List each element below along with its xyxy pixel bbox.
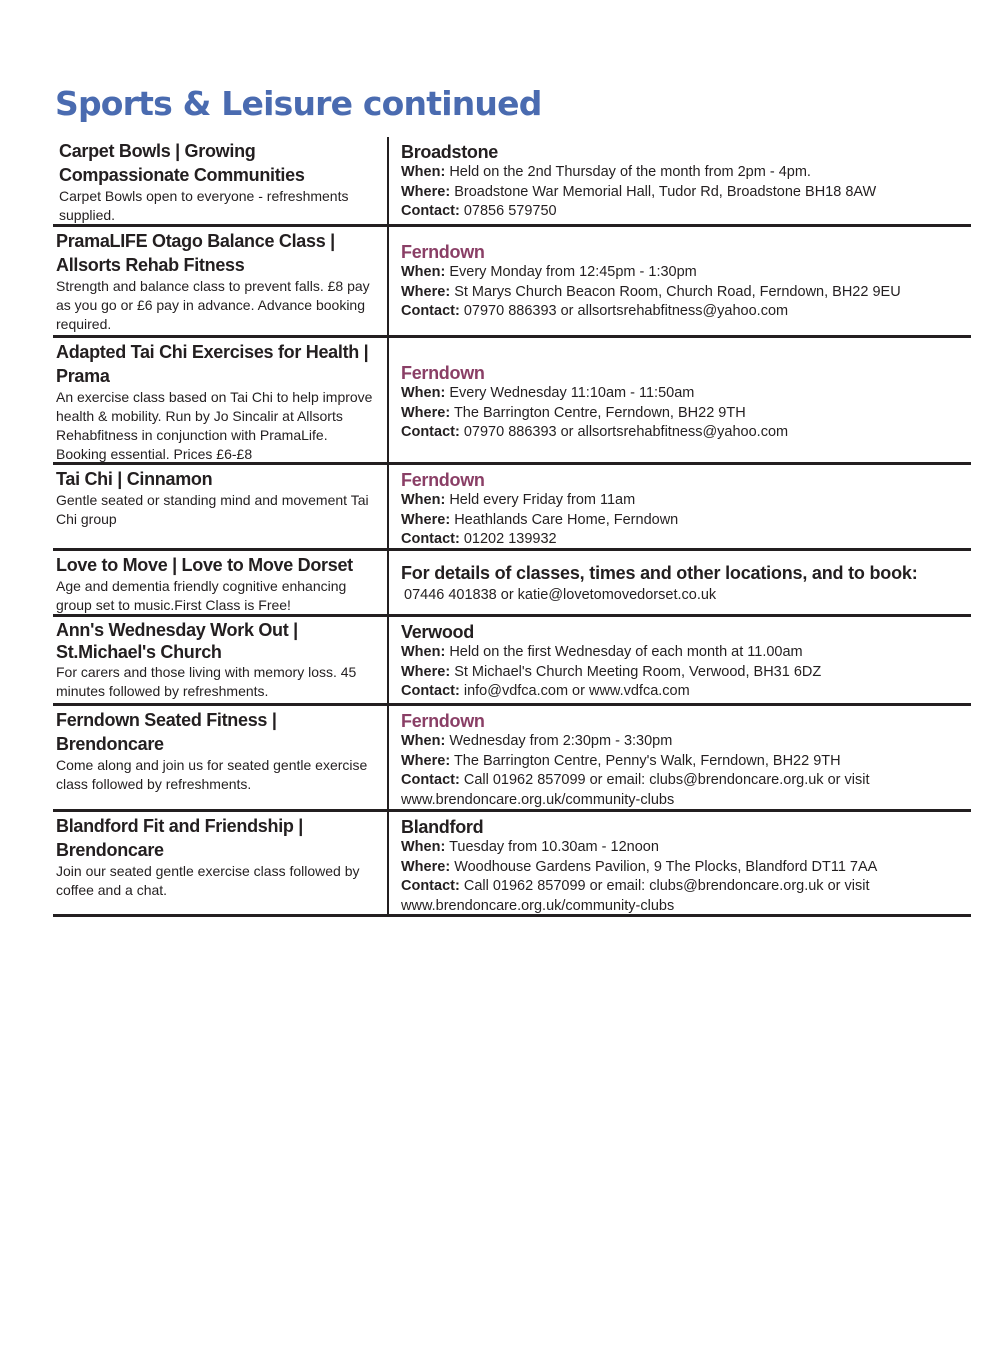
contact-label: Contact: <box>401 303 460 319</box>
activity-title: Blandford Fit and Friendship | Brendoncare <box>56 816 304 860</box>
activity-cell <box>53 227 389 335</box>
details-cell <box>389 551 971 614</box>
details-cell <box>389 617 971 703</box>
location-name: Ferndown <box>401 363 485 383</box>
activity-cell <box>53 465 389 548</box>
activity-description: Gentle seated or standing mind and movement Tai Chi group <box>56 492 369 527</box>
listing-row <box>53 137 971 227</box>
where-line <box>401 663 963 683</box>
when-line <box>401 384 963 404</box>
when-line <box>401 838 963 858</box>
when-label: When: <box>401 164 446 180</box>
contact-label: Contact: <box>401 878 460 894</box>
where-value: Heathlands Care Home, Ferndown <box>454 511 679 528</box>
where-label: Where: <box>401 283 451 300</box>
contact-label: Contact: <box>401 683 460 699</box>
where-line <box>401 511 963 531</box>
page-title: Sports & Leisure continued <box>55 84 542 123</box>
where-label: Where: <box>401 404 451 421</box>
when-line <box>401 163 963 183</box>
activity-description: Join our seated gentle exercise class followed by coffee and a chat. <box>56 863 360 898</box>
where-value: Woodhouse Gardens Pavilion, 9 The Plocks, Blandford DT11 7AA <box>454 858 878 875</box>
activity-cell <box>53 551 389 614</box>
activity-title: Ferndown Seated Fitness | Brendoncare <box>56 710 277 754</box>
when-value: Every Wednesday 11:10am - 11:50am <box>449 385 695 401</box>
details-cell <box>389 465 971 548</box>
listings-table <box>53 137 971 917</box>
contact-label: Contact: <box>401 531 460 547</box>
activity-title: Love to Move | Love to Move Dorset <box>56 555 353 575</box>
contact-value: 01202 139932 <box>463 531 557 547</box>
contact-line <box>401 530 963 550</box>
activity-title: Carpet Bowls | Growing Compassionate Communities <box>59 141 305 185</box>
contact-line <box>401 877 963 916</box>
when-label: When: <box>401 839 446 855</box>
activity-cell <box>53 617 389 703</box>
where-line <box>401 858 963 878</box>
when-value: Held on the 2nd Thursday of the month from 2pm - 4pm. <box>449 164 811 180</box>
contact-label: Contact: <box>401 203 460 219</box>
where-label: Where: <box>401 663 451 680</box>
booking-details-heading: For details of classes, times and other locations, and to book: <box>401 563 918 583</box>
where-label: Where: <box>401 752 451 769</box>
contact-value: info@vdfca.com or www.vdfca.com <box>463 683 690 699</box>
where-value: St Marys Church Beacon Room, Church Road, Ferndown, BH22 9EU <box>454 283 901 300</box>
when-label: When: <box>401 492 446 508</box>
contact-line <box>401 302 963 322</box>
location-name: Ferndown <box>401 242 485 262</box>
when-label: When: <box>401 733 446 749</box>
listing-row <box>53 227 971 338</box>
activity-title: Tai Chi | Cinnamon <box>56 469 213 489</box>
where-label: Where: <box>401 183 451 200</box>
activity-cell <box>53 338 389 462</box>
listing-row <box>53 551 971 617</box>
activity-cell <box>53 812 389 914</box>
contact-value: 07970 886393 or allsortsrehabfitness@yahoo.com <box>463 303 789 319</box>
listing-row <box>53 465 971 551</box>
location-name: Blandford <box>401 817 484 837</box>
activity-description: Come along and join us for seated gentle exercise class followed by refreshments. <box>56 757 368 792</box>
when-line <box>401 732 963 752</box>
activity-cell <box>53 137 389 224</box>
activity-title: Ann's Wednesday Work Out | St.Michael's Church <box>56 620 298 662</box>
when-line <box>401 263 963 283</box>
listing-row <box>53 812 971 917</box>
when-label: When: <box>401 264 446 280</box>
listing-row <box>53 617 971 706</box>
where-line <box>401 404 963 424</box>
details-cell <box>389 137 971 224</box>
contact-value: Call 01962 857099 or email: clubs@brendoncare.org.uk or visit www.brendoncare.org.uk/community-clubs <box>401 772 870 808</box>
when-line <box>401 491 963 511</box>
activity-cell <box>53 706 389 809</box>
details-cell <box>389 227 971 335</box>
when-value: Every Monday from 12:45pm - 1:30pm <box>449 264 697 280</box>
contact-line <box>401 771 963 810</box>
activity-description: Carpet Bowls open to everyone - refreshments supplied. <box>59 188 349 223</box>
where-value: The Barrington Centre, Ferndown, BH22 9TH <box>453 404 746 421</box>
when-line <box>401 643 963 663</box>
when-label: When: <box>401 644 446 660</box>
contact-line <box>401 202 963 222</box>
where-value: Broadstone War Memorial Hall, Tudor Rd, Broadstone BH18 8AW <box>454 183 877 200</box>
activity-description: For carers and those living with memory loss. 45 minutes followed by refreshments. <box>56 664 357 699</box>
activity-description: An exercise class based on Tai Chi to help improve health & mobility. Run by Jo Sincalir at Allsorts Rehabfitness in conjunction with PramaLife. Booking essential. Prices £6-£8 <box>56 389 373 462</box>
where-line <box>401 183 963 203</box>
when-label: When: <box>401 385 446 401</box>
contact-value: 07970 886393 or allsortsrehabfitness@yahoo.com <box>463 424 789 440</box>
when-value: Tuesday from 10.30am - 12noon <box>449 839 659 855</box>
contact-value: 07856 579750 <box>463 203 557 219</box>
booking-contact: 07446 401838 or katie@lovetomovedorset.co.uk <box>404 587 717 603</box>
contact-label: Contact: <box>401 424 460 440</box>
contact-value: Call 01962 857099 or email: clubs@brendoncare.org.uk or visit www.brendoncare.org.uk/community-clubs <box>401 878 870 914</box>
details-cell <box>389 706 971 809</box>
activity-title: PramaLIFE Otago Balance Class | Allsorts Rehab Fitness <box>56 231 335 275</box>
when-value: Wednesday from 2:30pm - 3:30pm <box>449 733 673 749</box>
where-line <box>401 283 963 303</box>
listing-row <box>53 338 971 465</box>
when-value: Held on the first Wednesday of each month at 11.00am <box>449 644 803 660</box>
listing-row <box>53 706 971 812</box>
details-cell <box>389 338 971 462</box>
contact-line <box>401 423 963 443</box>
where-line <box>401 752 963 772</box>
location-name: Verwood <box>401 622 474 642</box>
activity-description: Strength and balance class to prevent falls. £8 pay as you go or £6 pay in advance. Advance booking required. <box>56 278 370 332</box>
contact-line <box>401 682 963 702</box>
location-name: Ferndown <box>401 711 485 731</box>
where-label: Where: <box>401 511 451 528</box>
where-value: The Barrington Centre, Penny's Walk, Ferndown, BH22 9TH <box>453 752 841 769</box>
location-name: Ferndown <box>401 470 485 490</box>
contact-label: Contact: <box>401 772 460 788</box>
activity-description: Age and dementia friendly cognitive enhancing group set to music.First Class is Free! <box>56 578 347 613</box>
when-value: Held every Friday from 11am <box>449 492 636 508</box>
where-value: St Michael's Church Meeting Room, Verwood, BH31 6DZ <box>454 663 822 680</box>
location-name: Broadstone <box>401 142 499 162</box>
activity-title: Adapted Tai Chi Exercises for Health | Prama <box>56 342 369 386</box>
details-cell <box>389 812 971 914</box>
where-label: Where: <box>401 858 451 875</box>
